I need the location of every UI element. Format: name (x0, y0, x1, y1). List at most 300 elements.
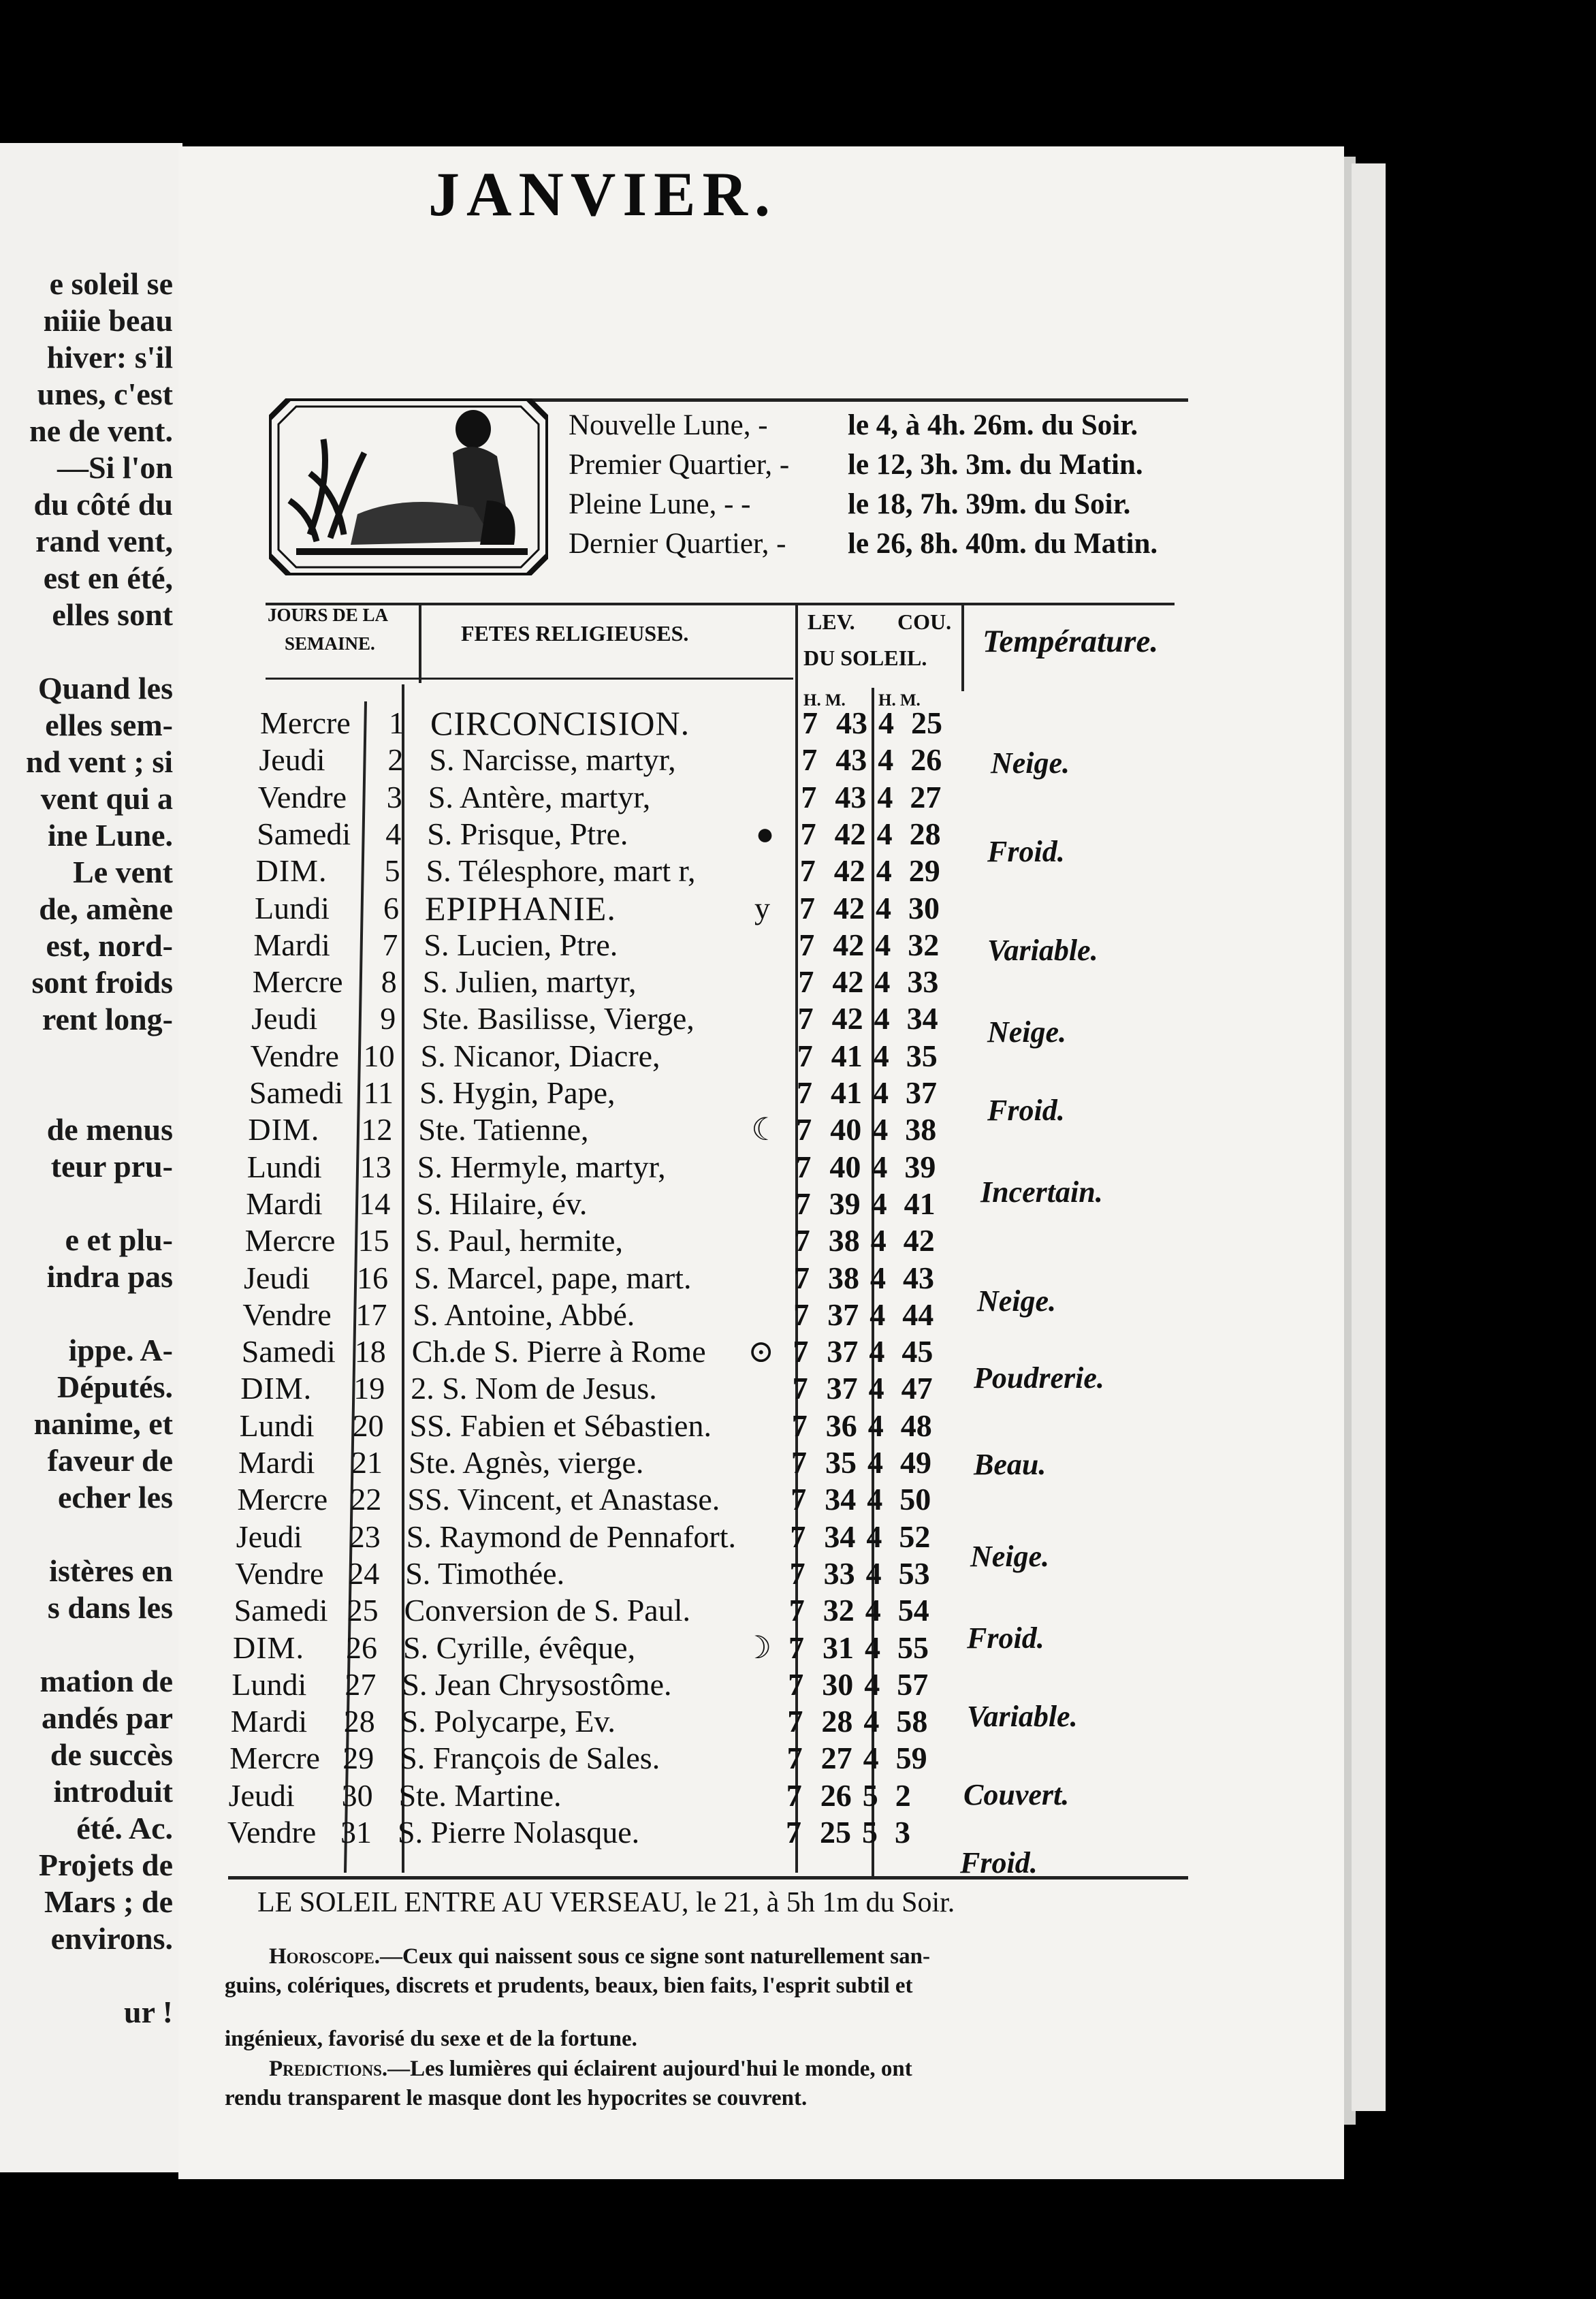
cell-day: Mardi (238, 1445, 315, 1480)
cell-day: Samedi (241, 1334, 336, 1369)
cell-rm: 27 (820, 1741, 852, 1776)
header-temperature: Température. (983, 624, 1159, 659)
predictions-line2: rendu transparent le masque dont les hypocrites se couvrent. (225, 2086, 808, 2110)
cell-fete: S. Antoine, Abbé. (413, 1297, 635, 1332)
temperature-entry: Froid. (960, 1846, 1038, 1880)
cell-rm: 43 (835, 742, 867, 778)
cell-rm: 38 (828, 1223, 860, 1258)
temperature-entry: Variable. (987, 934, 1098, 967)
cell-rh: 7 (797, 1038, 813, 1073)
cell-num: 16 (357, 1260, 388, 1295)
cell-rm: 31 (823, 1630, 854, 1665)
cell-cm: 44 (902, 1297, 934, 1332)
cell-ch: 4 (873, 1075, 889, 1110)
header-fetes: FETES RELIGIEUSES. (461, 621, 689, 646)
cell-rm: 43 (835, 779, 867, 814)
cell-fete: S. Narcisse, martyr, (429, 742, 676, 778)
cell-rm: 42 (833, 853, 865, 889)
cell-cm: 49 (900, 1445, 931, 1480)
cell-ch: 4 (873, 1038, 889, 1073)
moon-phase-name: Dernier Quartier, - (569, 528, 786, 560)
moon-phase-name: Pleine Lune, - - (569, 488, 751, 520)
moon-phase-time: le 18, 7h. 39m. du Soir. (848, 488, 1131, 520)
cell-ch: 4 (869, 1297, 886, 1332)
cell-rh: 7 (793, 1334, 809, 1369)
left-page-line: s dans les (47, 1590, 173, 1625)
cell-rh: 7 (800, 816, 816, 851)
cell-num: 13 (360, 1149, 392, 1184)
moon-phase-name: Premier Quartier, - (569, 449, 790, 481)
cell-cm: 37 (906, 1075, 937, 1110)
left-page-line: andés par (42, 1700, 173, 1735)
cell-rm: 41 (831, 1075, 862, 1110)
cell-sym: ⊙ (748, 1334, 774, 1369)
moon-phase-time: le 4, à 4h. 26m. du Soir. (848, 409, 1138, 441)
cell-fete: S. Jean Chrysostôme. (402, 1666, 672, 1702)
cell-rh: 7 (794, 1223, 810, 1258)
cell-num: 5 (384, 853, 400, 889)
cell-num: 18 (354, 1334, 386, 1369)
cell-day: Lundi (239, 1408, 315, 1443)
cell-num: 25 (347, 1593, 379, 1628)
cell-num: 6 (383, 890, 399, 925)
cell-rh: 7 (786, 1815, 801, 1850)
cell-fete: S. Nicanor, Diacre, (420, 1038, 660, 1073)
cell-fete: S. Télesphore, mart r, (426, 853, 696, 889)
cell-ch: 4 (867, 1482, 883, 1517)
temperature-entry: Froid. (987, 835, 1065, 868)
cell-cm: 42 (903, 1223, 935, 1258)
cell-rh: 7 (788, 1630, 804, 1665)
cell-ch: 4 (867, 1408, 884, 1443)
cell-day: Jeudi (244, 1260, 310, 1295)
cell-num: 23 (349, 1519, 381, 1554)
cell-fete: SS. Vincent, et Anastase. (407, 1482, 720, 1517)
left-page-line: elles sont (52, 597, 173, 632)
cell-rm: 42 (832, 964, 864, 1000)
cell-num: 10 (363, 1038, 395, 1073)
cell-fete: S. Hermyle, martyr, (417, 1149, 666, 1184)
cell-rm: 42 (833, 927, 865, 962)
cell-day: Mercre (252, 964, 343, 1000)
cell-rm: 42 (834, 816, 866, 851)
cell-ch: 4 (865, 1555, 882, 1591)
left-facing-page (0, 143, 182, 2172)
header-lev: LEV. (808, 609, 855, 634)
header-jours-line2: SEMAINE. (285, 633, 375, 654)
cell-cm: 55 (897, 1630, 929, 1665)
cell-fete: Ste. Martine. (398, 1777, 562, 1813)
cell-rm: 40 (830, 1112, 862, 1147)
cell-ch: 4 (865, 1630, 880, 1665)
left-page-line: niiie beau (43, 303, 173, 338)
predictions-label: Predictions. (269, 2057, 388, 2081)
cell-day: Lundi (232, 1666, 307, 1702)
temperature-entry: Neige. (977, 1284, 1057, 1318)
moon-phase-time: le 26, 8h. 40m. du Matin. (848, 528, 1158, 560)
cell-rh: 7 (799, 890, 815, 925)
cell-rm: 35 (825, 1445, 857, 1480)
footer-rule (228, 1876, 1188, 1880)
cell-day: Mercre (229, 1741, 320, 1776)
cell-rh: 7 (795, 1149, 812, 1184)
aquarius-sign-illustration (269, 398, 548, 575)
cell-cm: 2 (895, 1777, 911, 1813)
cell-cm: 41 (904, 1186, 936, 1221)
left-page-line: été. Ac. (76, 1811, 173, 1845)
cell-ch: 5 (862, 1815, 878, 1850)
cell-num: 1 (389, 705, 404, 740)
cell-day: Jeudi (259, 742, 325, 778)
predictions-text1: —Les lumières qui éclairent aujourd'hui le monde, ont (387, 2057, 912, 2081)
cell-rm: 32 (823, 1593, 855, 1628)
cell-rh: 7 (796, 1112, 812, 1147)
left-page-line: mation de (39, 1664, 173, 1698)
cell-fete: Ch.de S. Pierre à Rome (411, 1334, 706, 1369)
cell-day: DIM. (233, 1630, 304, 1665)
horoscope-line2: guins, colériques, discrets et prudents, beaux, bien faits, l'esprit subtil et (225, 1973, 913, 1998)
cell-fete: S. Pierre Nolasque. (398, 1815, 640, 1850)
cell-day: Mercre (260, 705, 351, 740)
col-line-soleil (961, 605, 964, 691)
page-edge (1352, 163, 1386, 2111)
cell-day: Vendre (242, 1297, 332, 1332)
left-page-line: Quand les (37, 671, 173, 705)
cell-rm: 42 (831, 1001, 863, 1036)
moon-rule (266, 603, 1175, 605)
cell-rh: 7 (788, 1593, 805, 1628)
cell-cm: 48 (900, 1408, 932, 1443)
cell-num: 11 (363, 1075, 394, 1110)
cell-fete: S. Raymond de Pennafort. (406, 1519, 737, 1554)
cell-rh: 7 (793, 1297, 810, 1332)
cell-rh: 7 (799, 853, 816, 889)
left-page-line: echer les (57, 1480, 173, 1515)
cell-cm: 39 (904, 1149, 936, 1184)
cell-day: Mercre (237, 1482, 328, 1517)
cell-rm: 36 (825, 1408, 857, 1443)
left-page-line: e et plu- (65, 1222, 173, 1257)
cell-ch: 4 (876, 853, 892, 889)
cell-fete: S. Marcel, pape, mart. (414, 1260, 692, 1295)
cell-ch: 4 (863, 1741, 879, 1776)
cell-day: Vendre (250, 1038, 339, 1073)
cell-ch: 4 (870, 1260, 886, 1295)
cell-day: Vendre (227, 1815, 317, 1850)
left-page-line: Députés. (57, 1369, 173, 1404)
cell-cm: 30 (908, 890, 940, 925)
cell-num: 28 (343, 1704, 375, 1739)
cell-day: Mardi (230, 1704, 308, 1739)
cell-num: 29 (342, 1741, 374, 1776)
cell-ch: 4 (878, 742, 894, 778)
cell-fete: S. Julien, martyr, (422, 964, 637, 1000)
cell-cm: 26 (910, 742, 942, 778)
left-page-line: ippe. A- (68, 1333, 173, 1367)
cell-day: Samedi (234, 1593, 328, 1628)
cell-fete: 2. S. Nom de Jesus. (411, 1371, 657, 1406)
left-page-line: Projets de (38, 1848, 173, 1882)
cell-rh: 7 (801, 779, 817, 814)
cell-fete: Ste. Agnès, vierge. (409, 1445, 644, 1480)
cell-rm: 43 (836, 705, 867, 740)
left-page-line: teur pru- (50, 1149, 173, 1184)
temperature-entry: Froid. (967, 1621, 1044, 1655)
cell-rh: 7 (802, 705, 818, 740)
cell-num: 22 (350, 1482, 382, 1517)
cell-rh: 7 (791, 1445, 807, 1480)
cell-ch: 4 (869, 1334, 885, 1369)
left-page-line: de menus (46, 1112, 173, 1147)
cell-rh: 7 (801, 742, 818, 778)
cell-cm: 3 (895, 1815, 910, 1850)
cell-fete: EPIPHANIE. (425, 889, 616, 927)
cell-fete: CIRCONCISION. (430, 704, 690, 742)
cell-rm: 39 (829, 1186, 861, 1221)
cell-day: Vendre (235, 1555, 324, 1591)
cell-day: Jeudi (251, 1001, 318, 1036)
cell-rm: 26 (820, 1777, 852, 1813)
cell-cm: 57 (897, 1666, 929, 1702)
cell-cm: 34 (906, 1001, 938, 1036)
left-page-line: hiver: s'il (46, 340, 173, 375)
cell-cm: 28 (909, 816, 941, 851)
cell-cm: 35 (906, 1038, 938, 1073)
cell-rh: 7 (797, 1075, 812, 1110)
cell-cm: 53 (898, 1555, 930, 1591)
moon-phase-name: Nouvelle Lune, - (569, 409, 768, 441)
cell-ch: 4 (872, 1149, 888, 1184)
cell-fete: S. Paul, hermite, (415, 1223, 623, 1258)
cell-num: 27 (345, 1666, 377, 1702)
cell-num: 21 (351, 1445, 383, 1480)
cell-ch: 4 (863, 1704, 880, 1739)
cell-ch: 4 (865, 1593, 881, 1628)
temperature-entry: Poudrerie. (974, 1361, 1104, 1395)
cell-rh: 7 (794, 1260, 810, 1295)
cell-fete: Ste. Tatienne, (418, 1112, 589, 1147)
cell-num: 12 (361, 1112, 393, 1147)
cell-day: Mardi (253, 927, 330, 962)
cell-rm: 38 (828, 1260, 859, 1295)
cell-ch: 4 (870, 1223, 887, 1258)
cell-num: 14 (359, 1186, 391, 1221)
cell-ch: 4 (868, 1371, 884, 1406)
left-page-line: indra pas (46, 1259, 173, 1294)
horoscope-text1: —Ceux qui naissent sous ce signe sont naturellement san- (380, 1944, 930, 1969)
cell-ch: 4 (878, 705, 894, 740)
cell-cm: 45 (901, 1334, 933, 1369)
cell-rm: 41 (831, 1038, 863, 1073)
cell-rh: 7 (786, 1777, 802, 1813)
temperature-entry: Neige. (987, 1015, 1067, 1049)
cell-num: 7 (382, 927, 398, 962)
temperature-entry: Neige. (970, 1540, 1050, 1573)
cell-cm: 38 (905, 1112, 937, 1147)
cell-rm: 30 (822, 1666, 854, 1702)
left-page-line: vent qui a (40, 781, 173, 816)
left-page-line: unes, c'est (37, 377, 173, 411)
cell-rh: 7 (795, 1186, 811, 1221)
cell-fete: S. Antère, martyr, (428, 779, 651, 814)
cell-cm: 32 (908, 927, 940, 962)
left-page-line: —Si l'on (57, 450, 173, 485)
cell-rh: 7 (791, 1408, 808, 1443)
temperature-entry: Variable. (967, 1700, 1078, 1733)
cell-day: Lundi (246, 1149, 322, 1184)
cell-fete: S. François de Sales. (400, 1741, 660, 1776)
cell-rm: 37 (827, 1334, 859, 1369)
left-page-line: rand vent, (35, 524, 173, 558)
cell-day: Lundi (255, 890, 330, 925)
cell-rh: 7 (790, 1519, 806, 1554)
cell-rh: 7 (788, 1666, 804, 1702)
cell-num: 3 (386, 779, 402, 814)
cell-ch: 4 (867, 1445, 883, 1480)
header-rule (266, 678, 793, 680)
header-cou: COU. (897, 609, 952, 634)
left-page-line: istères en (49, 1553, 173, 1588)
cell-day: Mercre (244, 1223, 336, 1258)
cell-fete: S. Polycarpe, Ev. (400, 1704, 616, 1739)
cell-ch: 4 (864, 1666, 880, 1702)
left-page-line: introduit (53, 1774, 173, 1809)
cell-fete: S. Prisque, Ptre. (427, 816, 628, 851)
cell-day: DIM. (248, 1112, 320, 1147)
left-page-line: ne de vent. (29, 413, 173, 448)
temperature-entry: Incertain. (980, 1175, 1103, 1209)
cell-num: 19 (353, 1371, 385, 1406)
cell-rm: 34 (825, 1482, 857, 1517)
cell-sym: ☾ (751, 1112, 780, 1147)
cell-day: Samedi (257, 816, 351, 851)
cell-rm: 33 (823, 1555, 855, 1591)
left-page-line: environs. (50, 1921, 173, 1956)
cell-rm: 37 (826, 1371, 858, 1406)
cell-ch: 4 (874, 964, 891, 1000)
header-hm-set: H. M. (878, 691, 921, 710)
left-page-line: du côté du (33, 487, 173, 522)
cell-num: 26 (346, 1630, 377, 1665)
cell-fete: S. Timothée. (405, 1555, 565, 1591)
month-title: JANVIER. (428, 159, 777, 229)
cell-rm: 37 (827, 1297, 859, 1332)
temperature-entry: Couvert. (963, 1778, 1070, 1811)
cell-day: Jeudi (228, 1777, 295, 1813)
temperature-entry: Beau. (974, 1448, 1047, 1481)
header-jours-line1: JOURS DE LA (268, 605, 389, 625)
cell-num: 24 (348, 1555, 380, 1591)
left-page-line: Mars ; de (44, 1884, 173, 1919)
cell-day: Jeudi (236, 1519, 302, 1554)
cell-cm: 52 (899, 1519, 931, 1554)
col-line-jours (419, 605, 421, 683)
cell-rm: 28 (821, 1704, 853, 1739)
left-page-line: est, nord- (46, 928, 173, 963)
cell-num: 15 (357, 1223, 389, 1258)
horoscope-line1 (269, 1944, 930, 1969)
left-page-line: elles sem- (45, 708, 173, 742)
left-page-line: Le vent (73, 855, 173, 889)
cell-rh: 7 (786, 1741, 803, 1776)
cell-sym: ☽ (744, 1630, 772, 1665)
cell-cm: 27 (910, 779, 942, 814)
left-page-line: sont froids (31, 965, 173, 1000)
cell-cm: 29 (908, 853, 940, 889)
cell-num: 20 (352, 1408, 384, 1443)
horoscope-label: Horoscope. (269, 1944, 380, 1969)
cell-ch: 4 (871, 1186, 887, 1221)
left-page-line: e soleil se (49, 266, 173, 301)
cell-rm: 25 (820, 1815, 851, 1850)
sun-entry-note: LE SOLEIL ENTRE AU VERSEAU, le 21, à 5h 1m du Soir. (257, 1887, 955, 1918)
predictions-line1 (269, 2057, 912, 2082)
cell-day: Mardi (246, 1186, 323, 1221)
cell-fete: S. Hilaire, év. (416, 1186, 588, 1221)
cell-num: 2 (387, 742, 404, 778)
cell-rm: 34 (824, 1519, 856, 1554)
cell-ch: 4 (877, 779, 893, 814)
header-du-soleil: DU SOLEIL. (803, 646, 927, 670)
cell-sym: ● (755, 816, 775, 851)
temperature-entry: Froid. (987, 1094, 1065, 1127)
cell-num: 17 (355, 1297, 387, 1332)
left-page-line: nanime, et (33, 1406, 173, 1441)
cell-rh: 7 (787, 1704, 803, 1739)
cell-fete: Conversion de S. Paul. (404, 1593, 690, 1628)
cell-ch: 5 (862, 1777, 878, 1813)
cell-cm: 25 (911, 705, 942, 740)
cell-cm: 33 (907, 964, 939, 1000)
cell-rm: 42 (833, 890, 865, 925)
cell-cm: 43 (903, 1260, 934, 1295)
cell-fete: SS. Fabien et Sébastien. (409, 1408, 712, 1443)
cell-sym: y (754, 890, 770, 925)
left-page-line: ine Lune. (47, 818, 173, 853)
cell-num: 4 (385, 816, 402, 851)
cell-num: 9 (380, 1001, 396, 1036)
cell-day: Samedi (249, 1075, 343, 1110)
left-page-line: rent long- (42, 1002, 173, 1036)
cell-cm: 50 (899, 1482, 931, 1517)
cell-ch: 4 (876, 890, 891, 925)
cell-ch: 4 (874, 1001, 890, 1036)
cell-num: 30 (341, 1777, 373, 1813)
left-page-line: est en été, (43, 560, 173, 595)
cell-ch: 4 (876, 816, 893, 851)
cell-ch: 4 (866, 1519, 882, 1554)
cell-rh: 7 (798, 964, 814, 1000)
cell-rh: 7 (789, 1555, 805, 1591)
cell-cm: 47 (901, 1371, 933, 1406)
cell-ch: 4 (872, 1112, 889, 1147)
cell-cm: 59 (895, 1741, 927, 1776)
left-page-line: de, amène (39, 891, 173, 926)
header-hm-rise: H. M. (803, 691, 846, 710)
cell-num: 31 (340, 1815, 372, 1850)
left-page-line: ur ! (124, 1995, 173, 2029)
cell-fete: Ste. Basilisse, Vierge, (421, 1001, 695, 1036)
cell-ch: 4 (875, 927, 891, 962)
cell-cm: 58 (896, 1704, 928, 1739)
cell-rh: 7 (797, 1001, 814, 1036)
cell-day: DIM. (255, 853, 328, 889)
left-page-line: de succès (50, 1737, 173, 1772)
left-page-line: nd vent ; si (26, 744, 173, 779)
cell-fete: S. Hygin, Pape, (419, 1075, 616, 1110)
horoscope-line3: ingénieux, favorisé du sexe et de la fortune. (225, 2027, 637, 2051)
cell-rh: 7 (791, 1482, 807, 1517)
